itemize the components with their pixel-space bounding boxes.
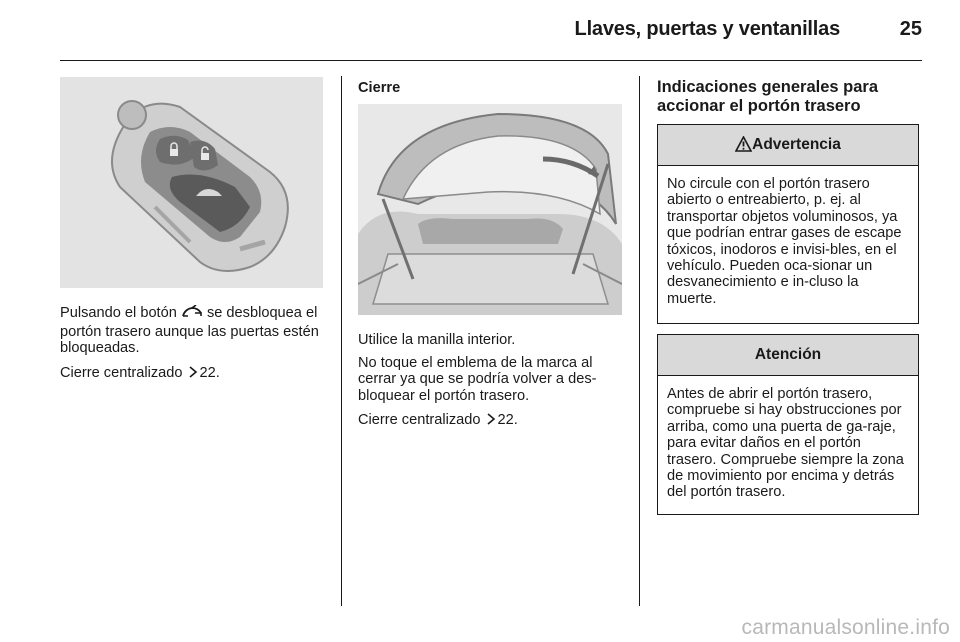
page-reference-link[interactable]: 22. [199,364,220,381]
page-reference-icon [487,413,496,430]
right-column-heading-block [657,78,919,116]
warning-box [657,124,919,324]
left-column-text [60,305,328,390]
use-inner-handle-paragraph: Utilice la manilla interior. [358,332,516,348]
section-heading-cierre: Cierre [358,80,401,96]
emblem-warning-paragraph: No toque el emblema de la marca al cerrar ya que se podría volver a des-bloquear el portón trasero. [358,354,597,404]
tailgate-unlock-paragraph [60,305,328,357]
middle-column-heading-block [358,80,628,105]
attention-box-body: Antes de abrir el portón trasero, compruebe si hay obstrucciones por arriba, como una puerta de ga-raje, para evitar daños en el portón trasero. Compruebe siempre la zona de movimiento por encima y detrás del portón trasero. [667,386,904,501]
paragraph-text: se desbloquea el portón trasero aunque las puertas estén bloqueadas. [60,305,319,356]
attention-box [657,334,919,515]
header-divider [60,60,922,61]
tailgate-open-icon [181,305,203,324]
column-divider-left [341,76,342,606]
page-reference-link[interactable]: 22. [497,412,518,428]
key-fob-illustration [60,77,323,288]
warning-box-body: No circule con el portón trasero abierto o entreabierto, p. ej. al transportar objetos voluminosos, ya que podrían entrar gases de escape tóxicos, inodoros e invisi-bles, en el vehículo. Pueden oca-sionar un desvanecimiento e in-cluso la muerte. [667,176,902,307]
middle-column-text [358,332,628,438]
central-locking-reference: Cierre centralizado 22. [60,364,220,381]
warning-box-title: Advertencia [752,136,841,153]
watermark: carmanualsonline.info [741,616,950,639]
central-locking-reference: Cierre centralizado 22. [358,412,518,428]
warning-box-header [658,125,918,166]
paragraph-text: Pulsando el botón [60,305,177,321]
page-reference-icon [189,366,198,383]
page-header-title: Llaves, puertas y ventanillas [574,18,840,40]
section-heading-general-instructions: Indicaciones generales para accionar el portón trasero [657,78,879,115]
attention-box-header: Atención [658,335,918,376]
column-divider-right [639,76,640,606]
page-number: 25 [899,18,922,40]
warning-triangle-icon [735,128,752,168]
tailgate-interior-illustration [358,104,622,315]
